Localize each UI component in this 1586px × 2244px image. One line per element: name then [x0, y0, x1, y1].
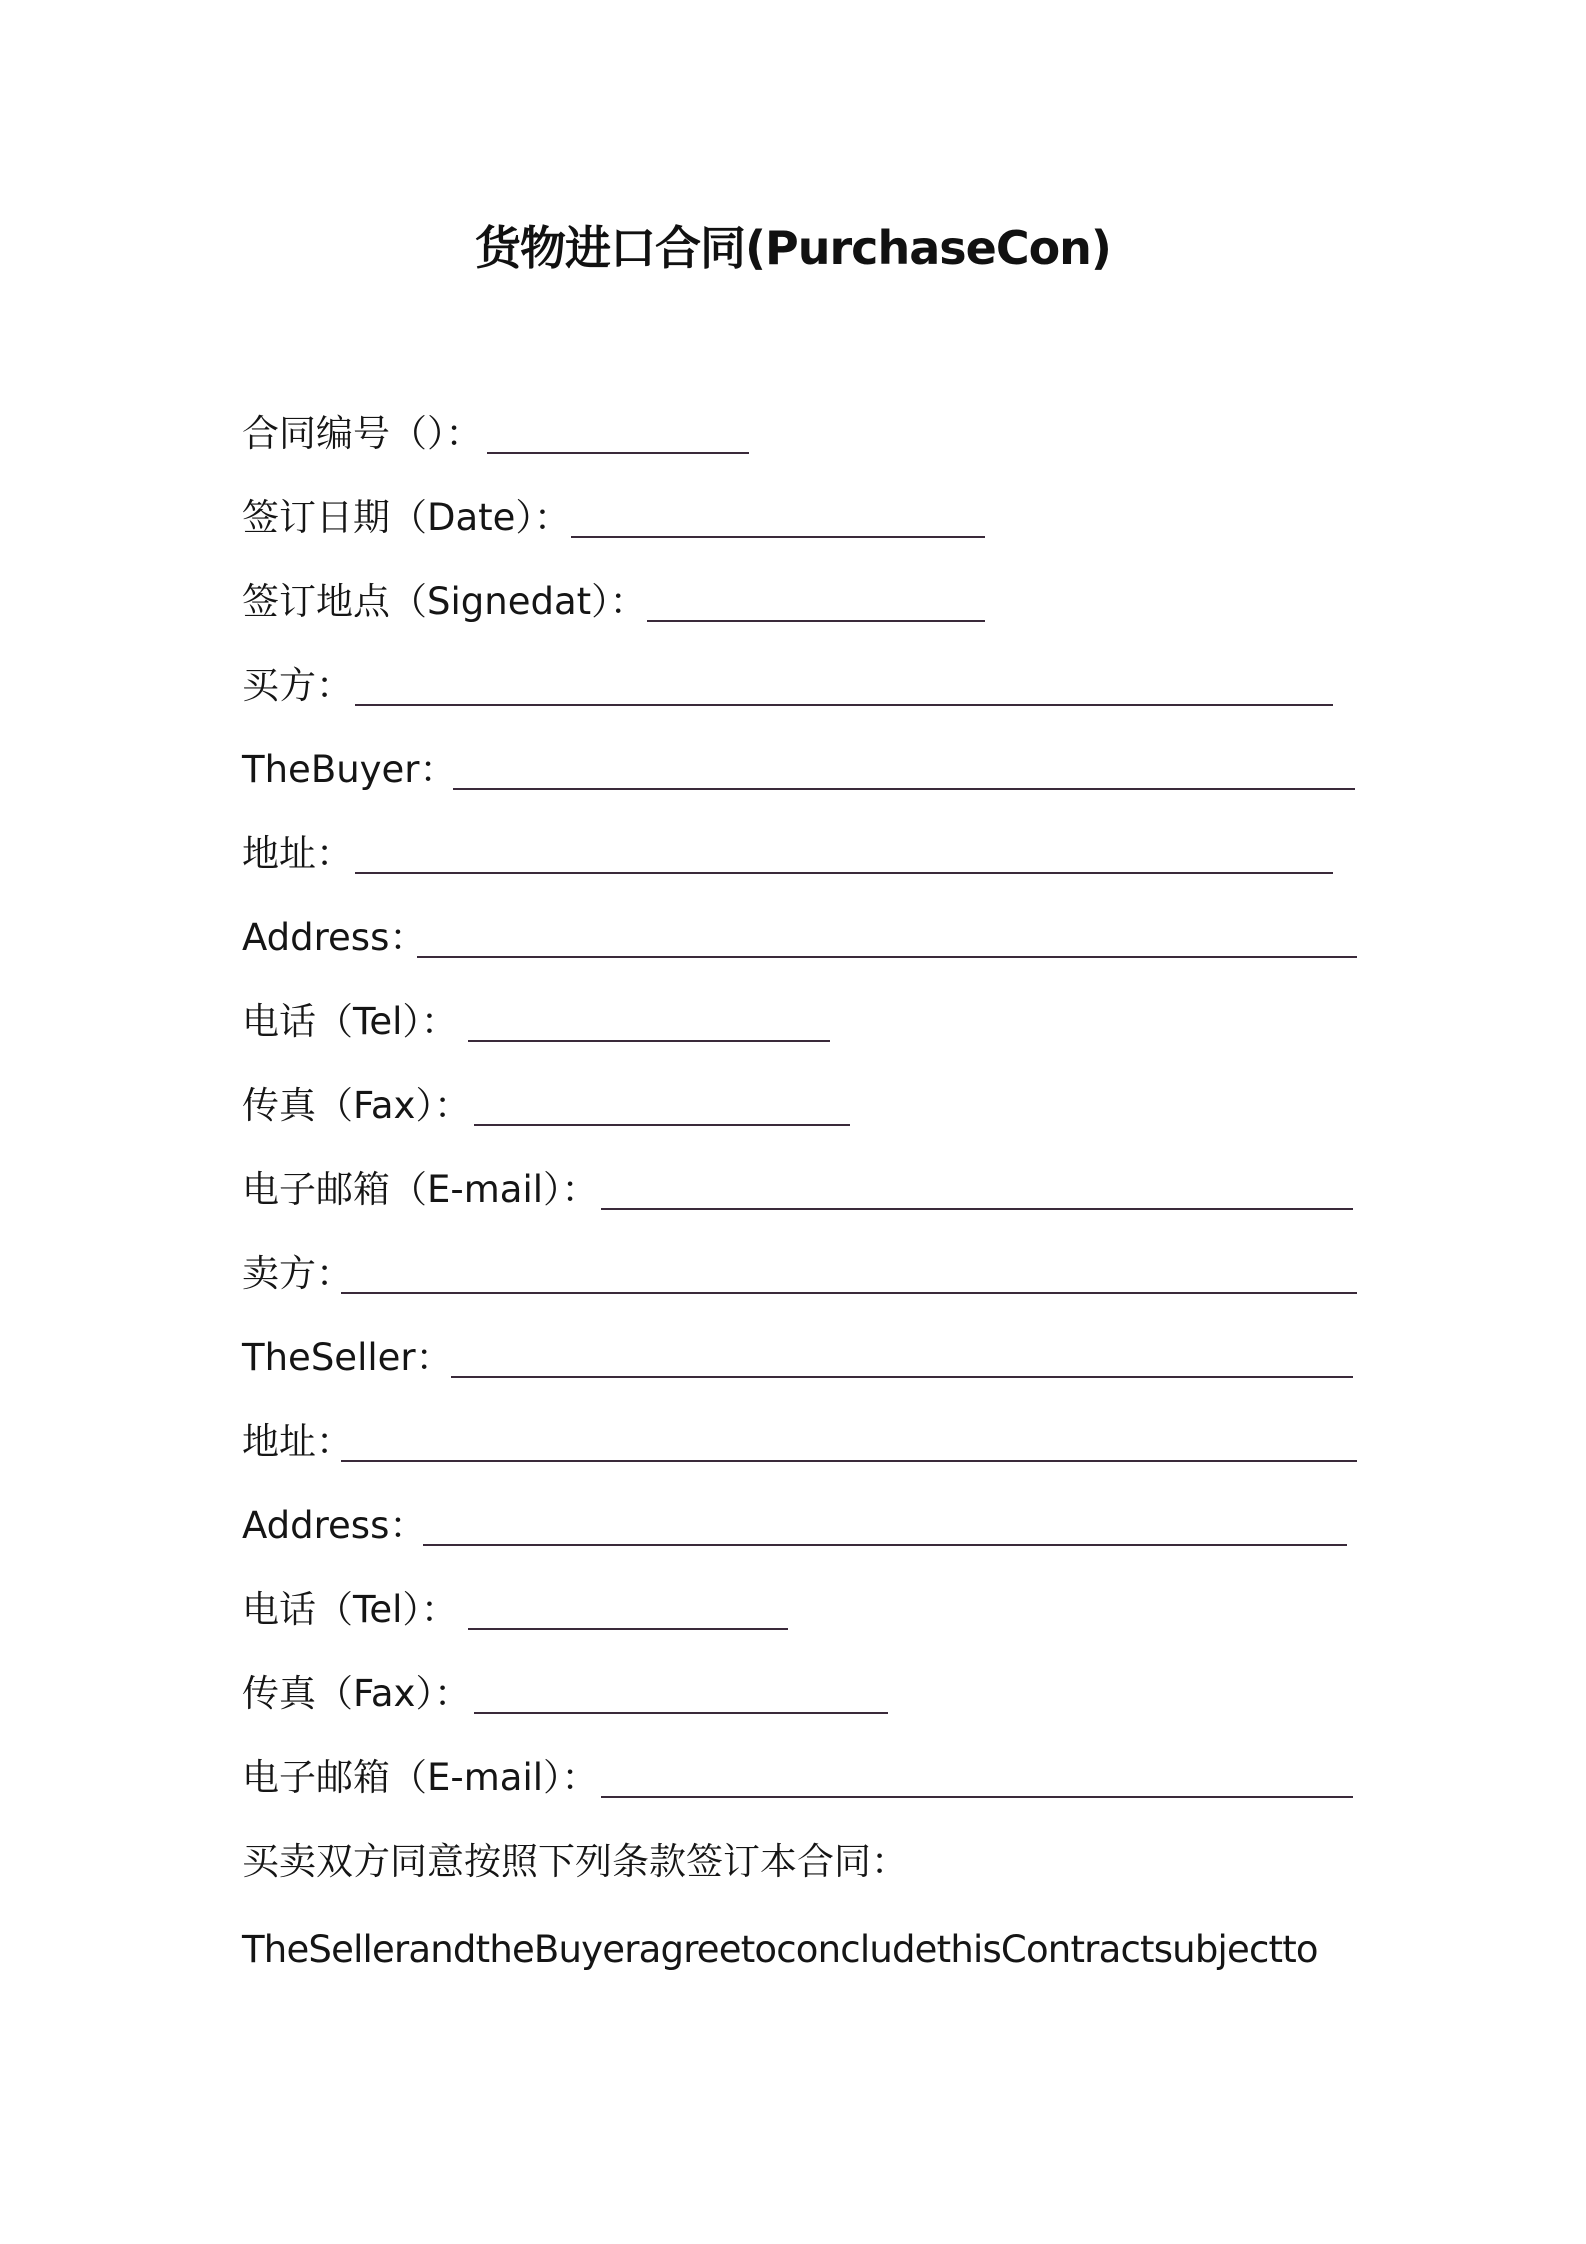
field-label: 电话（Tel）：	[242, 1000, 458, 1043]
field-buyer-fax	[242, 1076, 862, 1136]
field-label: 电子邮箱（E-mail）：	[242, 1756, 599, 1799]
field-label: 地址：	[242, 832, 353, 875]
field-label: 合同编号（）：	[242, 412, 483, 455]
signing-place-blank[interactable]	[647, 620, 985, 622]
buyer-address-cn-blank[interactable]	[355, 872, 1333, 874]
seller-en-blank[interactable]	[451, 1376, 1353, 1378]
field-label: 地址：	[242, 1420, 353, 1463]
seller-address-cn-blank[interactable]	[341, 1460, 1357, 1462]
field-buyer-cn	[242, 656, 1352, 716]
field-label: 卖方：	[242, 1252, 353, 1295]
field-label: TheSeller：	[242, 1336, 453, 1379]
field-seller-email	[242, 1748, 1362, 1808]
field-seller-address-cn	[242, 1412, 1362, 1472]
field-signing-place	[242, 572, 1002, 632]
contract-number-blank[interactable]	[487, 452, 749, 454]
field-label: TheBuyer：	[242, 748, 457, 791]
field-contract-number	[242, 404, 762, 464]
field-seller-fax	[242, 1664, 902, 1724]
contract-title: 货物进口合同(PurchaseCon)	[475, 221, 1111, 275]
field-label: Address：	[242, 916, 427, 959]
field-label: 电子邮箱（E-mail）：	[242, 1168, 599, 1211]
field-label: 签订日期（Date）：	[242, 496, 571, 539]
buyer-email-blank[interactable]	[601, 1208, 1353, 1210]
field-label: 签订地点（Signedat）：	[242, 580, 647, 623]
field-label: 电话（Tel）：	[242, 1588, 458, 1631]
buyer-cn-blank[interactable]	[355, 704, 1333, 706]
seller-email-blank[interactable]	[601, 1796, 1353, 1798]
agreement-text-cn: 买卖双方同意按照下列条款签订本合同：	[242, 1840, 908, 1883]
agreement-text-en: TheSellerandtheBuyeragreetoconcludethisContractsubjectto	[242, 1928, 1318, 1971]
field-label: 传真（Fax）：	[242, 1672, 471, 1715]
field-buyer-tel	[242, 992, 842, 1052]
field-buyer-address-cn	[242, 824, 1352, 884]
signing-date-blank[interactable]	[571, 536, 985, 538]
field-seller-cn	[242, 1244, 1362, 1304]
field-seller-address-en	[242, 1496, 1362, 1556]
seller-fax-blank[interactable]	[474, 1712, 888, 1714]
field-label: 买方：	[242, 664, 353, 707]
seller-cn-blank[interactable]	[341, 1292, 1357, 1294]
seller-tel-blank[interactable]	[468, 1628, 788, 1630]
field-seller-en	[242, 1328, 1362, 1388]
field-label: Address：	[242, 1504, 427, 1547]
field-buyer-en	[242, 740, 1352, 800]
field-signing-date	[242, 488, 1002, 548]
field-buyer-email	[242, 1160, 1362, 1220]
buyer-address-en-blank[interactable]	[417, 956, 1357, 958]
buyer-en-blank[interactable]	[453, 788, 1355, 790]
seller-address-en-blank[interactable]	[423, 1544, 1347, 1546]
field-label: 传真（Fax）：	[242, 1084, 471, 1127]
buyer-tel-blank[interactable]	[468, 1040, 830, 1042]
field-buyer-address-en	[242, 908, 1362, 968]
field-seller-tel	[242, 1580, 822, 1640]
buyer-fax-blank[interactable]	[474, 1124, 850, 1126]
